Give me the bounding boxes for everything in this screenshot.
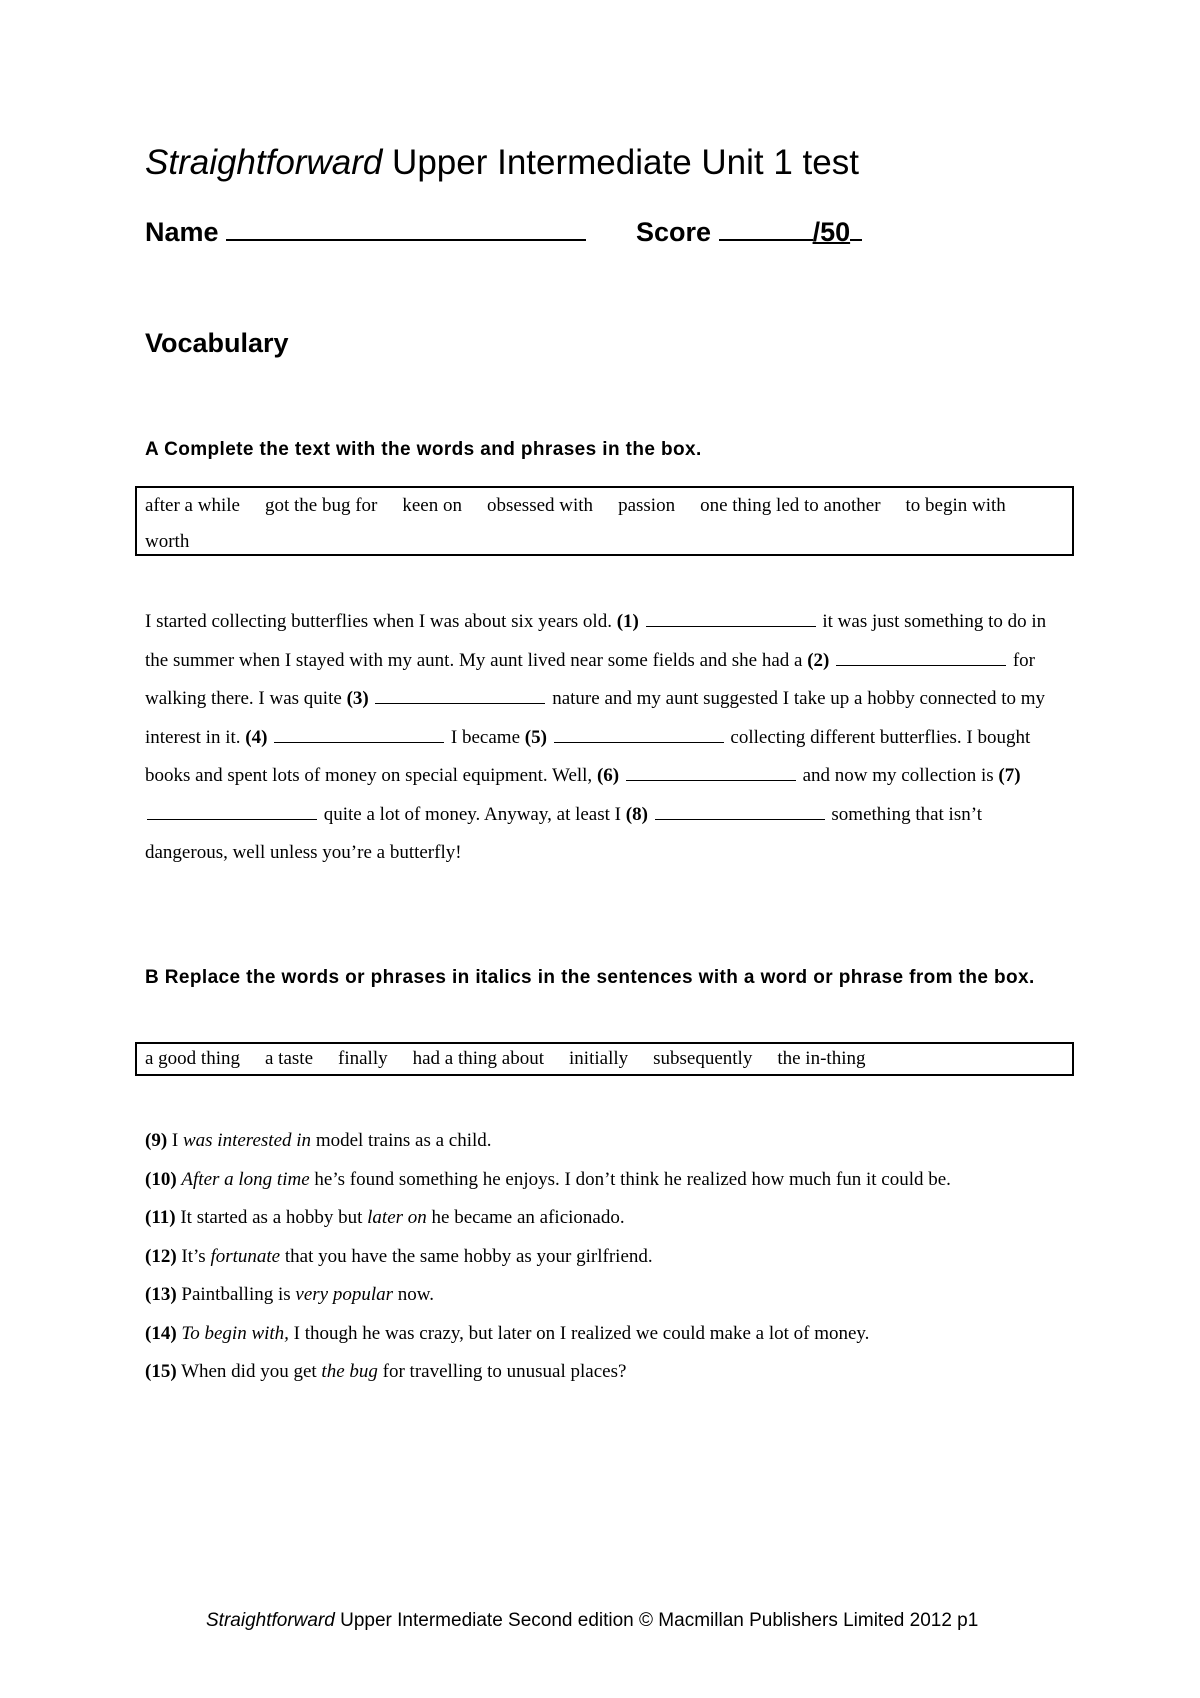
sentence-text: Paintballing is xyxy=(176,1284,296,1305)
word-box-item: a good thing xyxy=(145,1048,240,1069)
sentence-text: I though he was crazy, but later on I realized we could make a lot of money. xyxy=(288,1322,870,1344)
score-total: /50 xyxy=(812,217,851,247)
sentence-text: model trains as a child. xyxy=(311,1130,492,1151)
sentence-text: I xyxy=(167,1130,183,1151)
name-field xyxy=(145,213,586,248)
sentence-number: (12) xyxy=(145,1245,177,1267)
passage-text: I became xyxy=(446,726,525,748)
passage-text: it was just something to do in the summer when I stayed with my aunt. My aunt lived near some fields and she had a xyxy=(145,611,1047,671)
score-trailing-line xyxy=(850,213,862,241)
word-box-item: a taste xyxy=(265,1048,314,1069)
part-a-instruction: A Complete the text with the words and phrases in the box. xyxy=(145,439,702,460)
sentence-text: he’s found something he enjoys. I don’t think he realized how much fun it could be. xyxy=(309,1168,951,1190)
answer-gap[interactable] xyxy=(836,646,1006,666)
footer-series-name: Straightforward xyxy=(206,1610,335,1631)
word-box-item: passion xyxy=(618,495,676,516)
sentence-number: (15) xyxy=(145,1361,177,1382)
gap-number: (1) xyxy=(616,611,639,632)
page-footer xyxy=(206,1610,978,1632)
passage-text: something that isn’t dangerous, well unless you’re a butterfly! xyxy=(145,803,982,863)
sentence-text: for travelling to unusual places? xyxy=(377,1361,627,1382)
passage-text: collecting different butterflies. I bought books and spent lots of money on special equipment. Well, xyxy=(145,726,1031,786)
sentence-text: that you have the same hobby as your girlfriend. xyxy=(280,1245,653,1267)
title-series-name: Straightforward xyxy=(145,143,383,182)
passage-text: and now my collection is xyxy=(797,765,999,786)
name-label: Name xyxy=(145,217,219,247)
word-box-item: keen on xyxy=(402,495,462,516)
word-box-item: worth xyxy=(145,531,190,552)
footer-text: Upper Intermediate Second edition © Macmillan Publishers Limited 2012 p1 xyxy=(334,1610,979,1631)
title-rest: Upper Intermediate Unit 1 test xyxy=(382,143,859,182)
word-box-item: obsessed with xyxy=(486,495,594,516)
part-b-instruction: B Replace the words or phrases in italics in the sentences with a word or phrase from the box. xyxy=(145,967,1035,988)
gap-number: (3) xyxy=(346,688,369,709)
sentence-item xyxy=(145,1353,1075,1392)
sentence-italic-phrase: very popular xyxy=(295,1284,394,1305)
gap-number: (8) xyxy=(625,803,648,825)
passage-text: nature and my aunt suggested I take up a hobby connected to my interest in it. xyxy=(145,688,1046,748)
name-blank[interactable] xyxy=(226,213,586,241)
sentence-text: It started as a hobby but xyxy=(175,1207,368,1228)
sentence-item xyxy=(145,1238,1075,1277)
word-box-item: got the bug for xyxy=(264,495,378,516)
gap-number: (2) xyxy=(807,649,830,671)
sentence-item xyxy=(145,1199,1075,1238)
sentence-item xyxy=(145,1122,1075,1161)
section-title: Vocabulary xyxy=(145,328,289,358)
score-field xyxy=(636,213,862,248)
answer-gap[interactable] xyxy=(274,723,444,743)
passage-text: for walking there. I was quite xyxy=(145,649,1036,709)
word-box-item: had a thing about xyxy=(412,1048,545,1069)
answer-gap[interactable] xyxy=(554,723,724,743)
sentence-italic-phrase: later on xyxy=(367,1207,427,1228)
part-a-passage xyxy=(145,603,1065,873)
answer-gap[interactable] xyxy=(375,684,545,704)
answer-gap[interactable] xyxy=(655,800,825,820)
sentence-italic-phrase: After a long time xyxy=(181,1168,310,1190)
gap-number: (5) xyxy=(524,726,547,748)
sentence-italic-phrase: the bug xyxy=(321,1361,378,1382)
answer-gap[interactable] xyxy=(147,800,317,820)
sentence-text: When did you get xyxy=(176,1361,322,1382)
score-label: Score xyxy=(636,217,712,247)
gap-number: (6) xyxy=(596,765,620,786)
word-box-item: one thing led to another xyxy=(700,495,881,516)
word-box-item: finally xyxy=(338,1048,388,1069)
sentence-text: now. xyxy=(393,1284,435,1305)
page-title xyxy=(145,143,859,183)
sentence-number: (14) xyxy=(145,1322,177,1344)
answer-gap[interactable] xyxy=(626,761,796,781)
sentence-number: (11) xyxy=(145,1207,176,1228)
gap-number: (4) xyxy=(245,726,268,748)
passage-text: I started collecting butterflies when I was about six years old. xyxy=(145,611,617,632)
word-box-item: initially xyxy=(569,1048,629,1069)
passage-text: quite a lot of money. Anyway, at least I xyxy=(319,803,626,825)
part-b-sentences xyxy=(145,1122,1075,1392)
word-box-item: after a while xyxy=(145,495,240,516)
sentence-text: he became an aficionado. xyxy=(426,1207,625,1228)
word-box-item: subsequently xyxy=(653,1048,753,1069)
score-blank[interactable] xyxy=(719,213,813,241)
sentence-number: (10) xyxy=(145,1168,177,1190)
word-box-item: to begin with xyxy=(905,495,1006,516)
word-box-item: the in-thing xyxy=(777,1048,866,1069)
sentence-item xyxy=(145,1161,1075,1200)
sentence-item xyxy=(145,1276,1075,1315)
sentence-number: (13) xyxy=(145,1284,177,1305)
sentence-italic-phrase: was interested in xyxy=(182,1130,312,1151)
sentence-italic-phrase: fortunate xyxy=(210,1245,281,1267)
sentence-text: It’s xyxy=(176,1245,211,1267)
sentence-item xyxy=(145,1315,1075,1354)
gap-number: (7) xyxy=(998,765,1021,786)
answer-gap[interactable] xyxy=(646,607,816,627)
sentence-italic-phrase: To begin with, xyxy=(181,1322,289,1344)
part-a-word-box xyxy=(135,486,1074,556)
sentence-number: (9) xyxy=(145,1130,168,1151)
part-b-word-box xyxy=(135,1042,1074,1076)
